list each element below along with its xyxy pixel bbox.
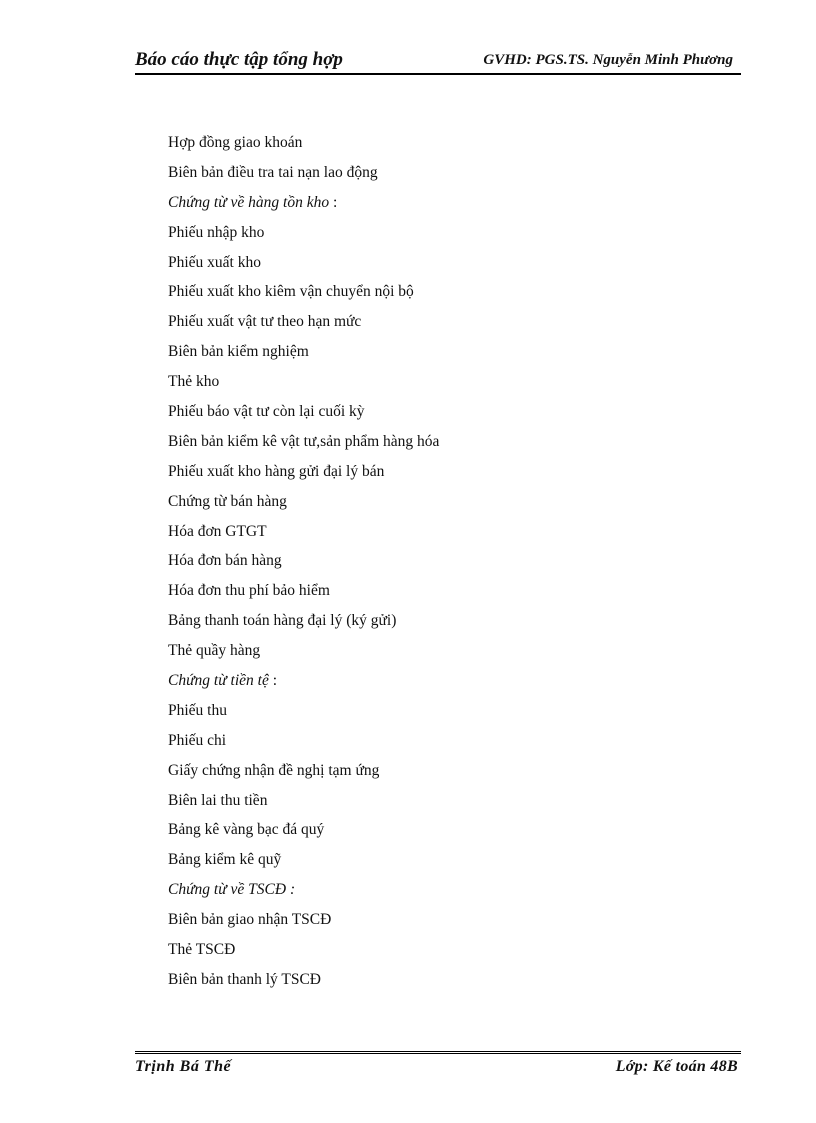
- list-item: Bảng thanh toán hàng đại lý (ký gửi): [168, 612, 397, 630]
- list-item: Phiếu nhập kho: [168, 223, 265, 241]
- list-item: Phiếu báo vật tư còn lại cuối kỳ: [168, 403, 365, 421]
- author-name: Trịnh Bá Thế: [135, 1058, 232, 1075]
- list-item: Phiếu xuất kho kiêm vận chuyển nội bộ: [168, 283, 414, 301]
- page-footer: [135, 1051, 741, 1078]
- list-item: Hợp đồng giao khoán: [168, 134, 303, 151]
- list-item: Bảng kê vàng bạc đá quý: [168, 821, 325, 839]
- list-item: Bảng kiểm kê quỹ: [168, 851, 282, 869]
- list-item: Hóa đơn bán hàng: [168, 552, 282, 570]
- list-item: Hóa đơn GTGT: [168, 522, 267, 540]
- class-label: Lớp: Kế toán 48B: [615, 1058, 738, 1075]
- page-header: [135, 49, 741, 75]
- list-item: Phiếu xuất kho hàng gửi đại lý bán: [168, 462, 385, 480]
- list-item: Biên bản kiểm kê vật tư,sản phẩm hàng hóa: [168, 432, 440, 450]
- list-item: Biên bản kiểm nghiệm: [168, 343, 309, 361]
- list-item: Thẻ quầy hàng: [168, 642, 261, 660]
- list-item: Phiếu xuất kho: [168, 253, 261, 271]
- list-item: Phiếu xuất vật tư theo hạn mức: [168, 313, 362, 331]
- list-item: Thẻ TSCĐ: [168, 941, 236, 959]
- list-item: Biên bản giao nhận TSCĐ: [168, 911, 332, 929]
- list-item: Hóa đơn thu phí bảo hiểm: [168, 582, 330, 600]
- list-item: Phiếu chi: [168, 731, 227, 749]
- section-heading-inventory: Chứng từ về hàng tồn kho :: [168, 193, 338, 211]
- list-item: Chứng từ bán hàng: [168, 492, 287, 510]
- list-item: Giấy chứng nhận đề nghị tạm ứng: [168, 761, 380, 779]
- report-title: Báo cáo thực tập tổng hợp: [135, 49, 343, 70]
- list-item: Thẻ kho: [168, 373, 220, 391]
- list-item: Phiếu thu: [168, 701, 227, 719]
- section-heading-fixed-assets: Chứng từ về TSCĐ :: [168, 881, 296, 899]
- section-heading-currency: Chứng từ tiền tệ :: [168, 672, 278, 690]
- list-item: Biên lai thu tiền: [168, 791, 268, 809]
- document-body: [168, 131, 728, 998]
- list-item: Biên bản thanh lý TSCĐ: [168, 970, 321, 988]
- supervisor-label: GVHD: PGS.TS. Nguyễn Minh Phương: [483, 52, 733, 68]
- list-item: Biên bản điều tra tai nạn lao động: [168, 163, 378, 181]
